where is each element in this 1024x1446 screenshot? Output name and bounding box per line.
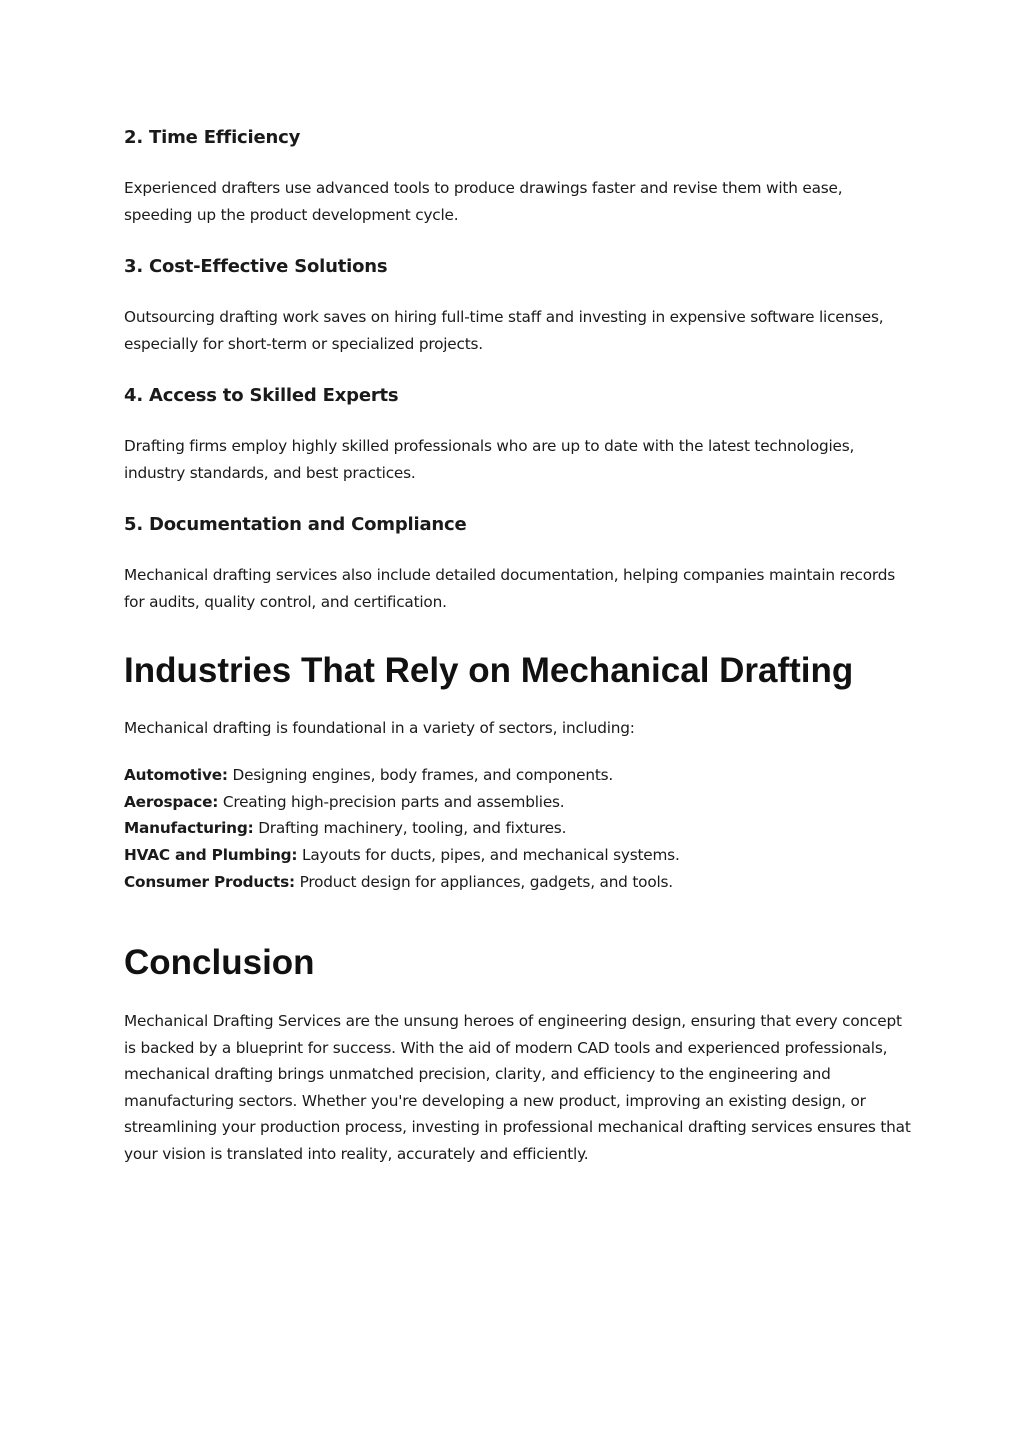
industry-desc: Designing engines, body frames, and components.	[227, 766, 614, 784]
industry-term: Automotive:	[124, 766, 228, 784]
section-heading-skilled-experts: 4. Access to Skilled Experts	[124, 385, 399, 406]
industries-heading: Industries That Rely on Mechanical Drafting	[124, 651, 854, 690]
industry-desc: Layouts for ducts, pipes, and mechanical systems.	[297, 846, 680, 865]
industry-item-automotive	[124, 762, 914, 789]
industry-desc: Product design for appliances, gadgets, and tools.	[294, 872, 673, 891]
section-body-cost-effective: Outsourcing drafting work saves on hiring full-time staff and investing in expensive software licenses, especially for short-term or specialized projects.	[124, 308, 884, 353]
industries-list	[124, 762, 914, 896]
industry-item-manufacturing	[124, 815, 914, 842]
section-body-documentation: Mechanical drafting services also include detailed documentation, helping companies maintain records for audits, quality control, and certification.	[124, 566, 895, 611]
conclusion-heading: Conclusion	[124, 943, 315, 982]
industry-item-consumer-products	[124, 869, 914, 896]
section-heading-documentation: 5. Documentation and Compliance	[124, 514, 467, 535]
industry-term: Aerospace:	[124, 792, 219, 811]
section-heading-cost-effective: 3. Cost-Effective Solutions	[124, 256, 388, 277]
conclusion-body: Mechanical Drafting Services are the unsung heroes of engineering design, ensuring that every concept is backed by a blueprint for success. With the aid of modern CAD tools and experienced professionals, mechanical drafting brings unmatched precision, clarity, and efficiency to the engineering and manufacturing sectors. Whether you're developing a new product, improving an existing design, or streamlining your production process, investing in professional mechanical drafting services ensures that your vision is translated into reality, accurately and efficiently.	[124, 1012, 911, 1163]
industries-intro: Mechanical drafting is foundational in a variety of sectors, including:	[124, 719, 635, 737]
section-heading-time-efficiency: 2. Time Efficiency	[124, 127, 301, 148]
industry-term: Consumer Products:	[124, 872, 295, 891]
industry-term: Manufacturing:	[124, 819, 254, 838]
section-body-time-efficiency: Experienced drafters use advanced tools to produce drawings faster and revise them with ease, speeding up the product development cycle.	[124, 179, 843, 224]
industry-term: HVAC and Plumbing:	[124, 846, 298, 865]
section-body-skilled-experts: Drafting firms employ highly skilled professionals who are up to date with the latest technologies, industry standards, and best practices.	[124, 437, 855, 482]
industry-desc: Creating high-precision parts and assemblies.	[218, 792, 565, 811]
industry-item-hvac	[124, 842, 914, 869]
industry-desc: Drafting machinery, tooling, and fixtures.	[253, 819, 567, 838]
industry-item-aerospace	[124, 789, 914, 816]
